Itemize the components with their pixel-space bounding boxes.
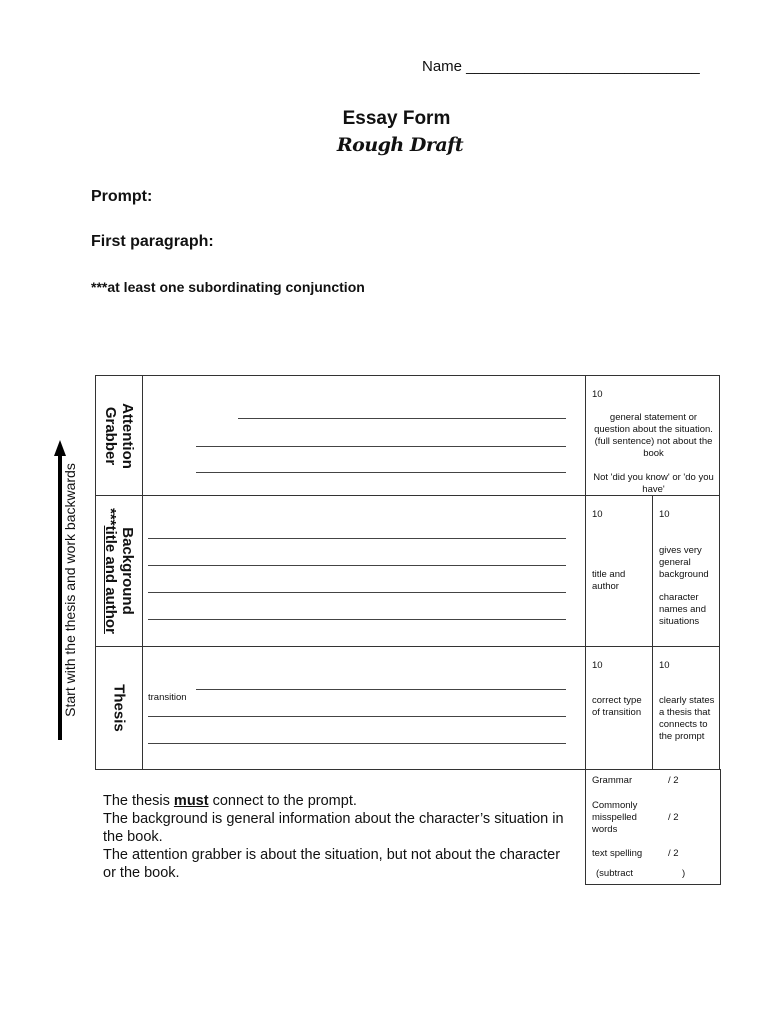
write-line[interactable] xyxy=(148,716,566,717)
write-line[interactable] xyxy=(196,446,566,447)
write-line[interactable] xyxy=(196,689,566,690)
background-label-cell xyxy=(96,496,143,647)
attention-label: Attention Grabber xyxy=(102,402,136,469)
name-field-label: Name ____________________________ xyxy=(422,58,700,75)
attention-label-cell xyxy=(96,376,143,496)
page-title: Essay Form xyxy=(342,108,451,129)
instruction-line: The thesis must connect to the prompt. xyxy=(103,793,357,809)
rubric-item: (subtract xyxy=(596,868,633,879)
conjunction-note: ***at least one subordinating conjunction xyxy=(91,279,365,295)
thesis-label: Thesis xyxy=(110,684,128,732)
page-subtitle: Rough Draft xyxy=(336,134,464,156)
write-line[interactable] xyxy=(148,592,566,593)
instruction-line: The attention grabber is about the situation, but not about the character or the book. xyxy=(103,847,561,881)
attention-points: 10 xyxy=(592,389,603,400)
write-line[interactable] xyxy=(148,743,566,744)
instructions xyxy=(103,792,573,882)
row-attention xyxy=(96,376,720,496)
rubric-points: ) xyxy=(682,868,686,879)
side-note: Start with the thesis and work backwards xyxy=(62,463,78,717)
rubric-item: Grammar xyxy=(592,775,633,786)
background-score-b: 10 gives very general background character names and situations xyxy=(659,509,709,627)
rubric-points: / 2 xyxy=(668,775,679,786)
rubric-item: text spelling xyxy=(592,848,643,859)
background-score-a: 10 title and author xyxy=(586,496,653,646)
essay-table xyxy=(95,375,720,770)
attention-score-cell xyxy=(586,376,720,496)
instruction-line: The background is general information about the character’s situation in the book. xyxy=(103,811,564,845)
rubric-item: Commonly misspelled words xyxy=(592,800,638,835)
write-line[interactable] xyxy=(238,418,566,419)
row-background xyxy=(96,496,720,647)
rubric-box xyxy=(585,769,721,885)
row-thesis xyxy=(96,647,720,770)
write-line[interactable] xyxy=(196,472,566,473)
write-line[interactable] xyxy=(148,565,566,566)
attention-write-area[interactable] xyxy=(143,376,586,496)
write-line[interactable] xyxy=(148,619,566,620)
rubric-points: / 2 xyxy=(668,848,679,859)
first-paragraph-label: First paragraph: xyxy=(91,233,214,250)
background-label: Background ***title and author xyxy=(102,508,136,634)
transition-label: transition xyxy=(148,692,187,703)
background-score-cell xyxy=(586,496,720,647)
write-line[interactable] xyxy=(148,538,566,539)
thesis-write-area[interactable] xyxy=(143,647,586,770)
background-write-area[interactable] xyxy=(143,496,586,647)
thesis-score-a: 10 correct type of transition xyxy=(586,647,653,769)
attention-note: Not 'did you know' or 'do you have' xyxy=(593,472,714,495)
attention-desc: general statement or question about the situation. (full sentence) not about the book xyxy=(594,412,713,459)
thesis-label-cell xyxy=(96,647,143,770)
thesis-score-cell xyxy=(586,647,720,770)
rubric-points: / 2 xyxy=(668,812,679,823)
thesis-score-b: 10 clearly states a thesis that connects to the prompt xyxy=(659,660,715,742)
prompt-label: Prompt: xyxy=(91,188,153,205)
